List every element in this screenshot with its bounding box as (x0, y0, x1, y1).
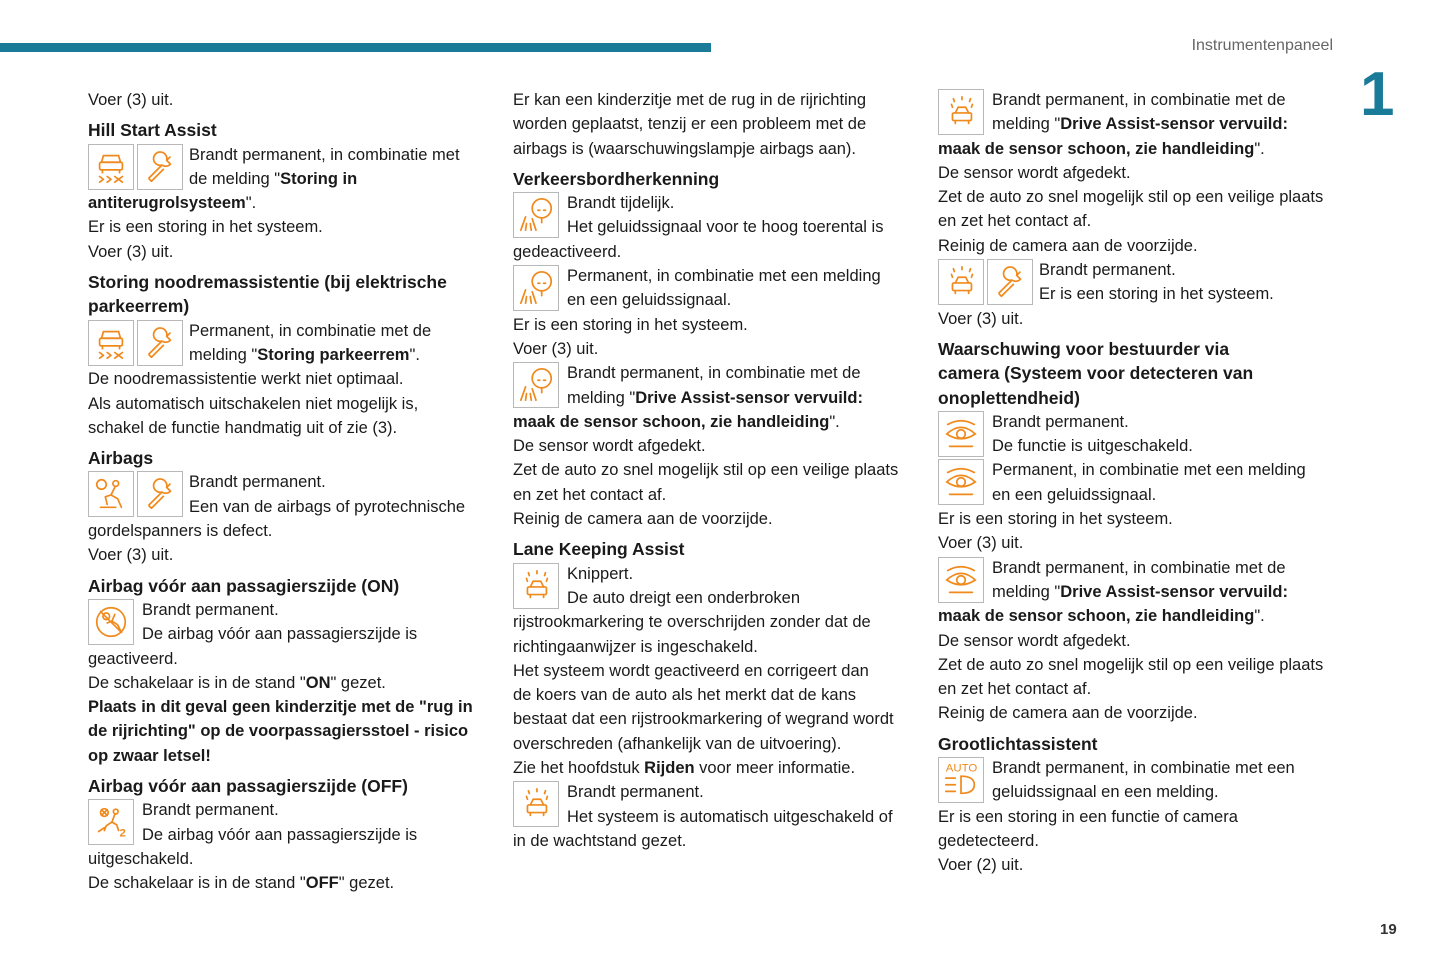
page-number: 19 (1380, 921, 1397, 938)
text-line: Er is een storing in het systeem. (1039, 285, 1274, 304)
text-line: worden geplaatst, tenzij er een probleem met de (513, 115, 867, 134)
wrench-icon (987, 259, 1033, 305)
text-line: geluidssignaal en een melding. (992, 783, 1219, 802)
text-line: maak de sensor schoon, zie handleiding". (513, 412, 840, 431)
traffic-sign-icon (513, 192, 559, 238)
text-line: Een van de airbags of pyrotechnische (189, 497, 466, 516)
wrench-icon (137, 320, 183, 366)
text-line: de koers van de auto als het merkt dat de kans (513, 686, 857, 705)
text-line: schakel de functie handmatig uit of zie (3). (88, 418, 398, 437)
lane-keeping-icon (513, 781, 559, 827)
text-line: De auto dreigt een onderbroken (567, 588, 800, 607)
text-line: De schakelaar is in de stand "ON" gezet. (88, 673, 386, 692)
text-line: Brandt tijdelijk. (567, 194, 675, 213)
heading-airbag-off: Airbag vóór aan passagierszijde (OFF) (88, 776, 408, 797)
text-line: bestaat dat een rijstrookmarkering of wegrand wordt (513, 710, 894, 729)
text-line: Er is een storing in het systeem. (88, 218, 323, 237)
text-line: gedetecteerd. (938, 831, 1039, 850)
auto-high-beam-icon (938, 757, 984, 803)
hill-start-icon (88, 144, 134, 190)
text-line: Voer (3) uit. (938, 534, 1024, 553)
text-line: De airbag vóór aan passagierszijde is (142, 625, 418, 644)
text-line: airbags is (waarschuwingslampje airbags aan). (513, 139, 856, 158)
text-line: antiterugrolsysteem". (88, 194, 257, 213)
text-line: Brandt permanent. (142, 801, 279, 820)
text-line: in de wachtstand gezet. (513, 831, 687, 850)
text-line: Brandt permanent. (142, 600, 279, 619)
text-line: maak de sensor schoon, zie handleiding". (938, 607, 1265, 626)
text-line: Permanent, in combinatie met een melding (567, 267, 881, 286)
warning-text: Plaats in dit geval geen kinderzitje met de "rug in (88, 698, 473, 717)
text-line: Zet de auto zo snel mogelijk stil op een veilige plaats (938, 655, 1324, 674)
text-line: Brandt permanent. (567, 783, 704, 802)
heading-driver-warning-3: onoplettendheid) (938, 387, 1080, 408)
text-line: melding "Drive Assist-sensor vervuild: (992, 115, 1288, 134)
heading-hill-start-assist: Hill Start Assist (88, 120, 217, 141)
text-line: en een geluidssignaal. (992, 485, 1157, 504)
text-line: en een geluidssignaal. (567, 291, 732, 310)
text-line: De sensor wordt afgedekt. (938, 163, 1131, 182)
text-line: Brandt permanent, in combinatie met de (992, 91, 1286, 109)
wrench-icon (137, 471, 183, 517)
column-1 (88, 88, 498, 896)
text-line: geactiveerd. (88, 649, 178, 668)
text-line: Reinig de camera aan de voorzijde. (513, 510, 773, 529)
text-line: Zie het hoofdstuk Rijden voor meer informatie. (513, 759, 856, 778)
text-line: Als automatisch uitschakelen niet mogelijk is, (88, 394, 419, 413)
text-line: melding "Drive Assist-sensor vervuild: (567, 388, 863, 407)
text-line: Er is een storing in het systeem. (938, 510, 1173, 529)
heading-grootlichtassistent: Grootlichtassistent (938, 733, 1098, 754)
traffic-sign-icon (513, 362, 559, 408)
heading-driver-warning-2: camera (Systeem voor detecteren van (938, 363, 1254, 384)
text-line: melding "Drive Assist-sensor vervuild: (992, 582, 1288, 601)
heading-airbag-on: Airbag vóór aan passagierszijde (ON) (88, 575, 400, 596)
wrench-icon (137, 144, 183, 190)
text-line: maak de sensor schoon, zie handleiding". (938, 139, 1265, 158)
hill-start-icon (88, 320, 134, 366)
chapter-number: 1 (1360, 60, 1395, 129)
heading-lane-keeping-assist: Lane Keeping Assist (513, 539, 685, 560)
text-line: Voer (3) uit. (938, 309, 1024, 328)
eye-icon (938, 459, 984, 505)
heading-driver-warning: Waarschuwing voor bestuurder via (938, 338, 1230, 359)
eye-icon (938, 557, 984, 603)
text-line: Brandt permanent. (992, 412, 1129, 431)
column-2 (513, 88, 918, 853)
header-accent-bar (0, 43, 711, 52)
warning-text: op zwaar letsel! (88, 746, 211, 765)
heading-noodremassistentie-2: parkeerrem) (88, 296, 190, 317)
text-line: De schakelaar is in de stand "OFF" gezet. (88, 874, 395, 893)
heading-noodremassistentie: Storing noodremassistentie (bij elektrische (88, 272, 447, 293)
airbag-on-icon (88, 599, 134, 645)
text-line: Brandt permanent. (1039, 261, 1176, 280)
text-line: Brandt permanent, in combinatie met een (992, 759, 1295, 778)
text-line: rijstrookmarkering te overschrijden zonder dat de (513, 613, 871, 632)
lane-keeping-icon (513, 563, 559, 609)
text-line: Er kan een kinderzitje met de rug in de rijrichting (513, 91, 867, 109)
airbag-off-icon (88, 799, 134, 845)
text-line: Knippert. (567, 564, 634, 583)
eye-icon (938, 411, 984, 457)
text-line: en zet het contact af. (513, 485, 667, 504)
text-line: Brandt permanent, in combinatie met de (992, 558, 1286, 577)
text-line: Voer (3) uit. (513, 339, 599, 358)
text-line: Permanent, in combinatie met de (189, 321, 432, 340)
text-line: Brandt permanent. (189, 473, 326, 492)
text-line: Het systeem is automatisch uitgeschakeld of (567, 807, 893, 826)
text-line: Er is een storing in het systeem. (513, 315, 748, 334)
text-line: melding "Storing parkeerrem". (189, 345, 420, 364)
warning-text: de rijrichting" op de voorpassagiersstoel - risico (88, 722, 469, 741)
text-line: Brandt permanent, in combinatie met de (567, 364, 861, 383)
text-line: gedeactiveerd. (513, 242, 622, 261)
text-line: Voer (2) uit. (938, 856, 1024, 875)
text-line: De functie is uitgeschakeld. (992, 437, 1193, 456)
text-line: Het geluidssignaal voor te hoog toerental is (567, 218, 884, 237)
text-line: Reinig de camera aan de voorzijde. (938, 704, 1198, 723)
text-line: De sensor wordt afgedekt. (938, 631, 1131, 650)
text-line: en zet het contact af. (938, 680, 1092, 699)
text-line: Zet de auto zo snel mogelijk stil op een veilige plaats (513, 461, 899, 480)
text-line: Permanent, in combinatie met een melding (992, 461, 1306, 480)
text-line: Reinig de camera aan de voorzijde. (938, 236, 1198, 255)
text-line: De airbag vóór aan passagierszijde is (142, 825, 418, 844)
text-line: De sensor wordt afgedekt. (513, 437, 706, 456)
auto-icon-label: AUTO (945, 762, 978, 775)
text-line: Voer (3) uit. (88, 242, 174, 261)
airbag-icon (88, 471, 134, 517)
lane-keeping-icon (938, 259, 984, 305)
text-line: uitgeschakeld. (88, 849, 194, 868)
text-line: Er is een storing in een functie of camera (938, 807, 1238, 826)
text-line: de melding "Storing in (189, 169, 358, 188)
text-line: Het systeem wordt geactiveerd en corrigeert dan (513, 661, 869, 680)
traffic-sign-icon (513, 265, 559, 311)
text-line: richtingaanwijzer is ingeschakeld. (513, 637, 758, 656)
text-line: Voer (3) uit. (88, 91, 174, 109)
column-3 (938, 88, 1343, 878)
heading-airbags: Airbags (88, 448, 154, 469)
text-line: Voer (3) uit. (88, 546, 174, 565)
lane-keeping-icon (938, 89, 984, 135)
heading-verkeersbordherkenning: Verkeersbordherkenning (513, 168, 720, 189)
text-line: en zet het contact af. (938, 212, 1092, 231)
text-line: Brandt permanent, in combinatie met (189, 145, 460, 164)
text-line: overschreden (afhankelijk van de uitvoering). (513, 734, 842, 753)
section-title: Instrumentenpaneel (1191, 37, 1333, 54)
text-line: gordelspanners is defect. (88, 522, 273, 541)
text-line: De noodremassistentie werkt niet optimaal. (88, 370, 404, 389)
text-line: Zet de auto zo snel mogelijk stil op een veilige plaats (938, 188, 1324, 207)
